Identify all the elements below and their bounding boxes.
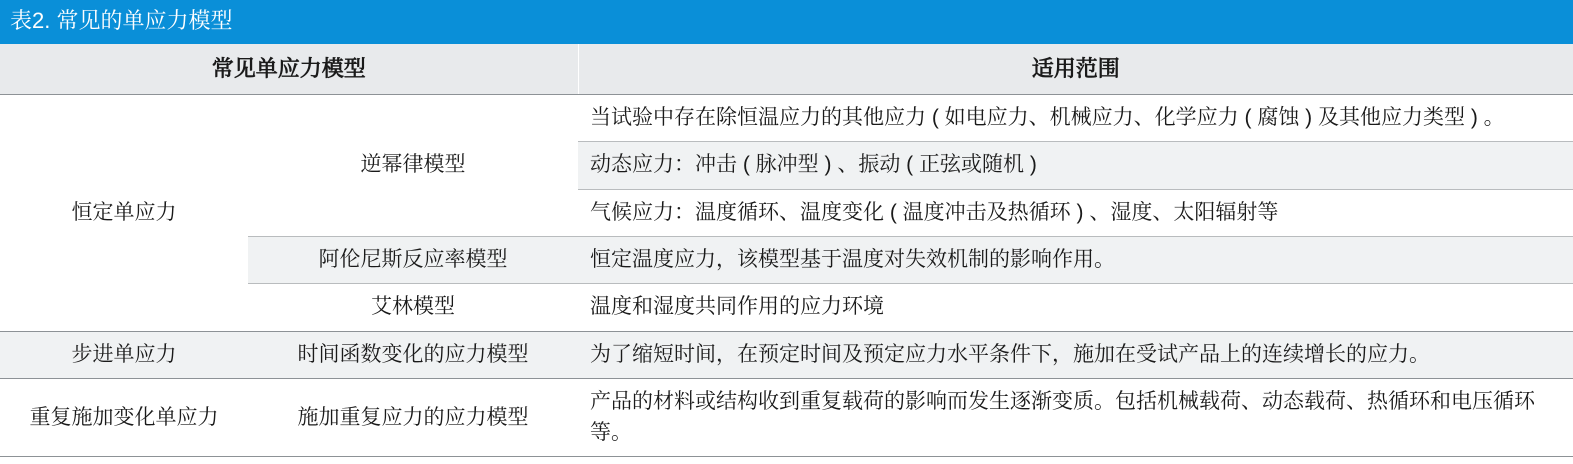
model-cell-arrhenius: 阿伦尼斯反应率模型 xyxy=(248,237,578,284)
model-cell-inverse-power-law: 逆幂律模型 xyxy=(248,94,578,236)
desc-cell-inverse-power-law-2: 动态应力：冲击 ( 脉冲型 ) 、振动 ( 正弦或随机 ) xyxy=(578,142,1573,189)
table-caption: 表2. 常见的单应力模型 xyxy=(0,0,1573,44)
desc-cell-arrhenius: 恒定温度应力，该模型基于温度对失效机制的影响作用。 xyxy=(578,237,1573,284)
table-header-row xyxy=(0,44,1573,94)
table-row xyxy=(0,94,1573,141)
desc-cell-repeated-stress: 产品的材料或结构收到重复载荷的影响而发生逐渐变质。包括机械载荷、动态载荷、热循环和电压循环等。 xyxy=(578,379,1573,457)
desc-cell-inverse-power-law-3: 气候应力：温度循环、温度变化 ( 温度冲击及热循环 ) 、湿度、太阳辐射等 xyxy=(578,189,1573,236)
table-row xyxy=(0,379,1573,457)
column-header-scope: 适用范围 xyxy=(578,44,1573,94)
model-cell-time-function: 时间函数变化的应力模型 xyxy=(248,331,578,378)
table-body xyxy=(0,94,1573,457)
group-cell-constant-stress: 恒定单应力 xyxy=(0,94,248,331)
column-header-model: 常见单应力模型 xyxy=(0,44,578,94)
desc-cell-inverse-power-law-1: 当试验中存在除恒温应力的其他应力 ( 如电应力、机械应力、化学应力 ( 腐蚀 ) 及其他应力类型 ) 。 xyxy=(578,94,1573,141)
single-stress-model-table xyxy=(0,44,1573,457)
table-header xyxy=(0,44,1573,94)
group-cell-repeated-stress: 重复施加变化单应力 xyxy=(0,379,248,457)
desc-cell-time-function: 为了缩短时间，在预定时间及预定应力水平条件下，施加在受试产品上的连续增长的应力。 xyxy=(578,331,1573,378)
model-cell-repeated-stress: 施加重复应力的应力模型 xyxy=(248,379,578,457)
model-cell-eyring: 艾林模型 xyxy=(248,284,578,331)
table-row xyxy=(0,331,1573,378)
desc-cell-eyring: 温度和湿度共同作用的应力环境 xyxy=(578,284,1573,331)
group-cell-step-stress: 步进单应力 xyxy=(0,331,248,378)
